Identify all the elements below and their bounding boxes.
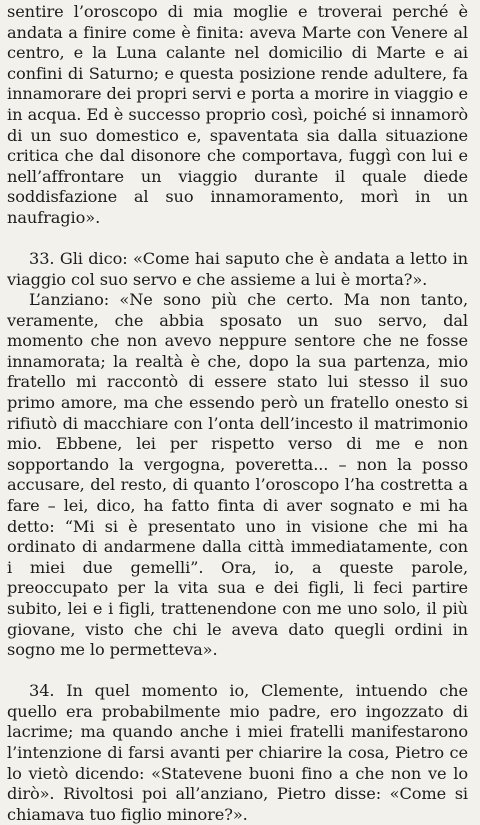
paragraph-elder-reply: L’anziano: «Ne sono più che certo. Ma non tanto, veramente, che abbia sposato un suo servo, dal momento che non avevo neppure sentore che ne fosse innamorata; la realtà è che, dopo la sua partenza, mio fratello mi raccontò di essere stato lui stesso il suo primo amore, ma che essendo però un fratello onesto si rifiutò di macchiare con l’onta dell’incesto il matrimonio mio. Ebbene, lei per rispetto verso di me e non sopportando la vergogna, poveretta... – non la posso accusare, del resto, di quanto l’oroscopo l’ha costretta a fare – lei, dico, ha fatto finta di aver sognato e mi ha detto: “Mi si è presentato uno in visione che mi ha ordinato di andarmene dalla città immediatamente, con i miei due gemelli”. Ora, io, a queste parole, preoccupato per la vita sua e dei figli, li feci partire subito, lei e i figli, trattenendone con me uno solo, il più giovane, visto che chi le aveva dato quegli ordini in sogno me lo permetteva». xyxy=(7,290,468,660)
paragraph-34: 34. In quel momento io, Clemente, intuendo che quello era probabilmente mio padre, ero ingozzato di lacrime; ma quando anche i miei fratelli manifestarono l’intenzione di farsi avanti per chiarire la cosa, Pietro ce lo vietò dicendo: «Statevene buoni fino a che non ve lo dirò». Rivoltosi poi all’anziano, Pietro disse: «Come si chiamava tuo figlio minore?». xyxy=(7,681,468,824)
paragraph-33: 33. Gli dico: «Come hai saputo che è andata a letto in viaggio col suo servo e che assieme a lui è morta?». xyxy=(7,248,468,289)
paragraph-horoscope: sentire l’oroscopo di mia moglie e troverai perché è andata a finire come è finita: aveva Marte con Venere al centro, e la Luna calante nel domicilio di Marte e ai confini di Saturno; e questa posizione rende adultere, fa innamorare dei propri servi e porta a morire in viaggio e in acqua. Ed è successo proprio così, poiché si innamorò di un suo domestico e, spaventata sia dalla situazione critica che dal disonore che comportava, fuggì con lui e nell’affrontare un viaggio durante il quale diede soddisfazione al suo innamoramento, morì in un naufragio». xyxy=(7,2,468,227)
